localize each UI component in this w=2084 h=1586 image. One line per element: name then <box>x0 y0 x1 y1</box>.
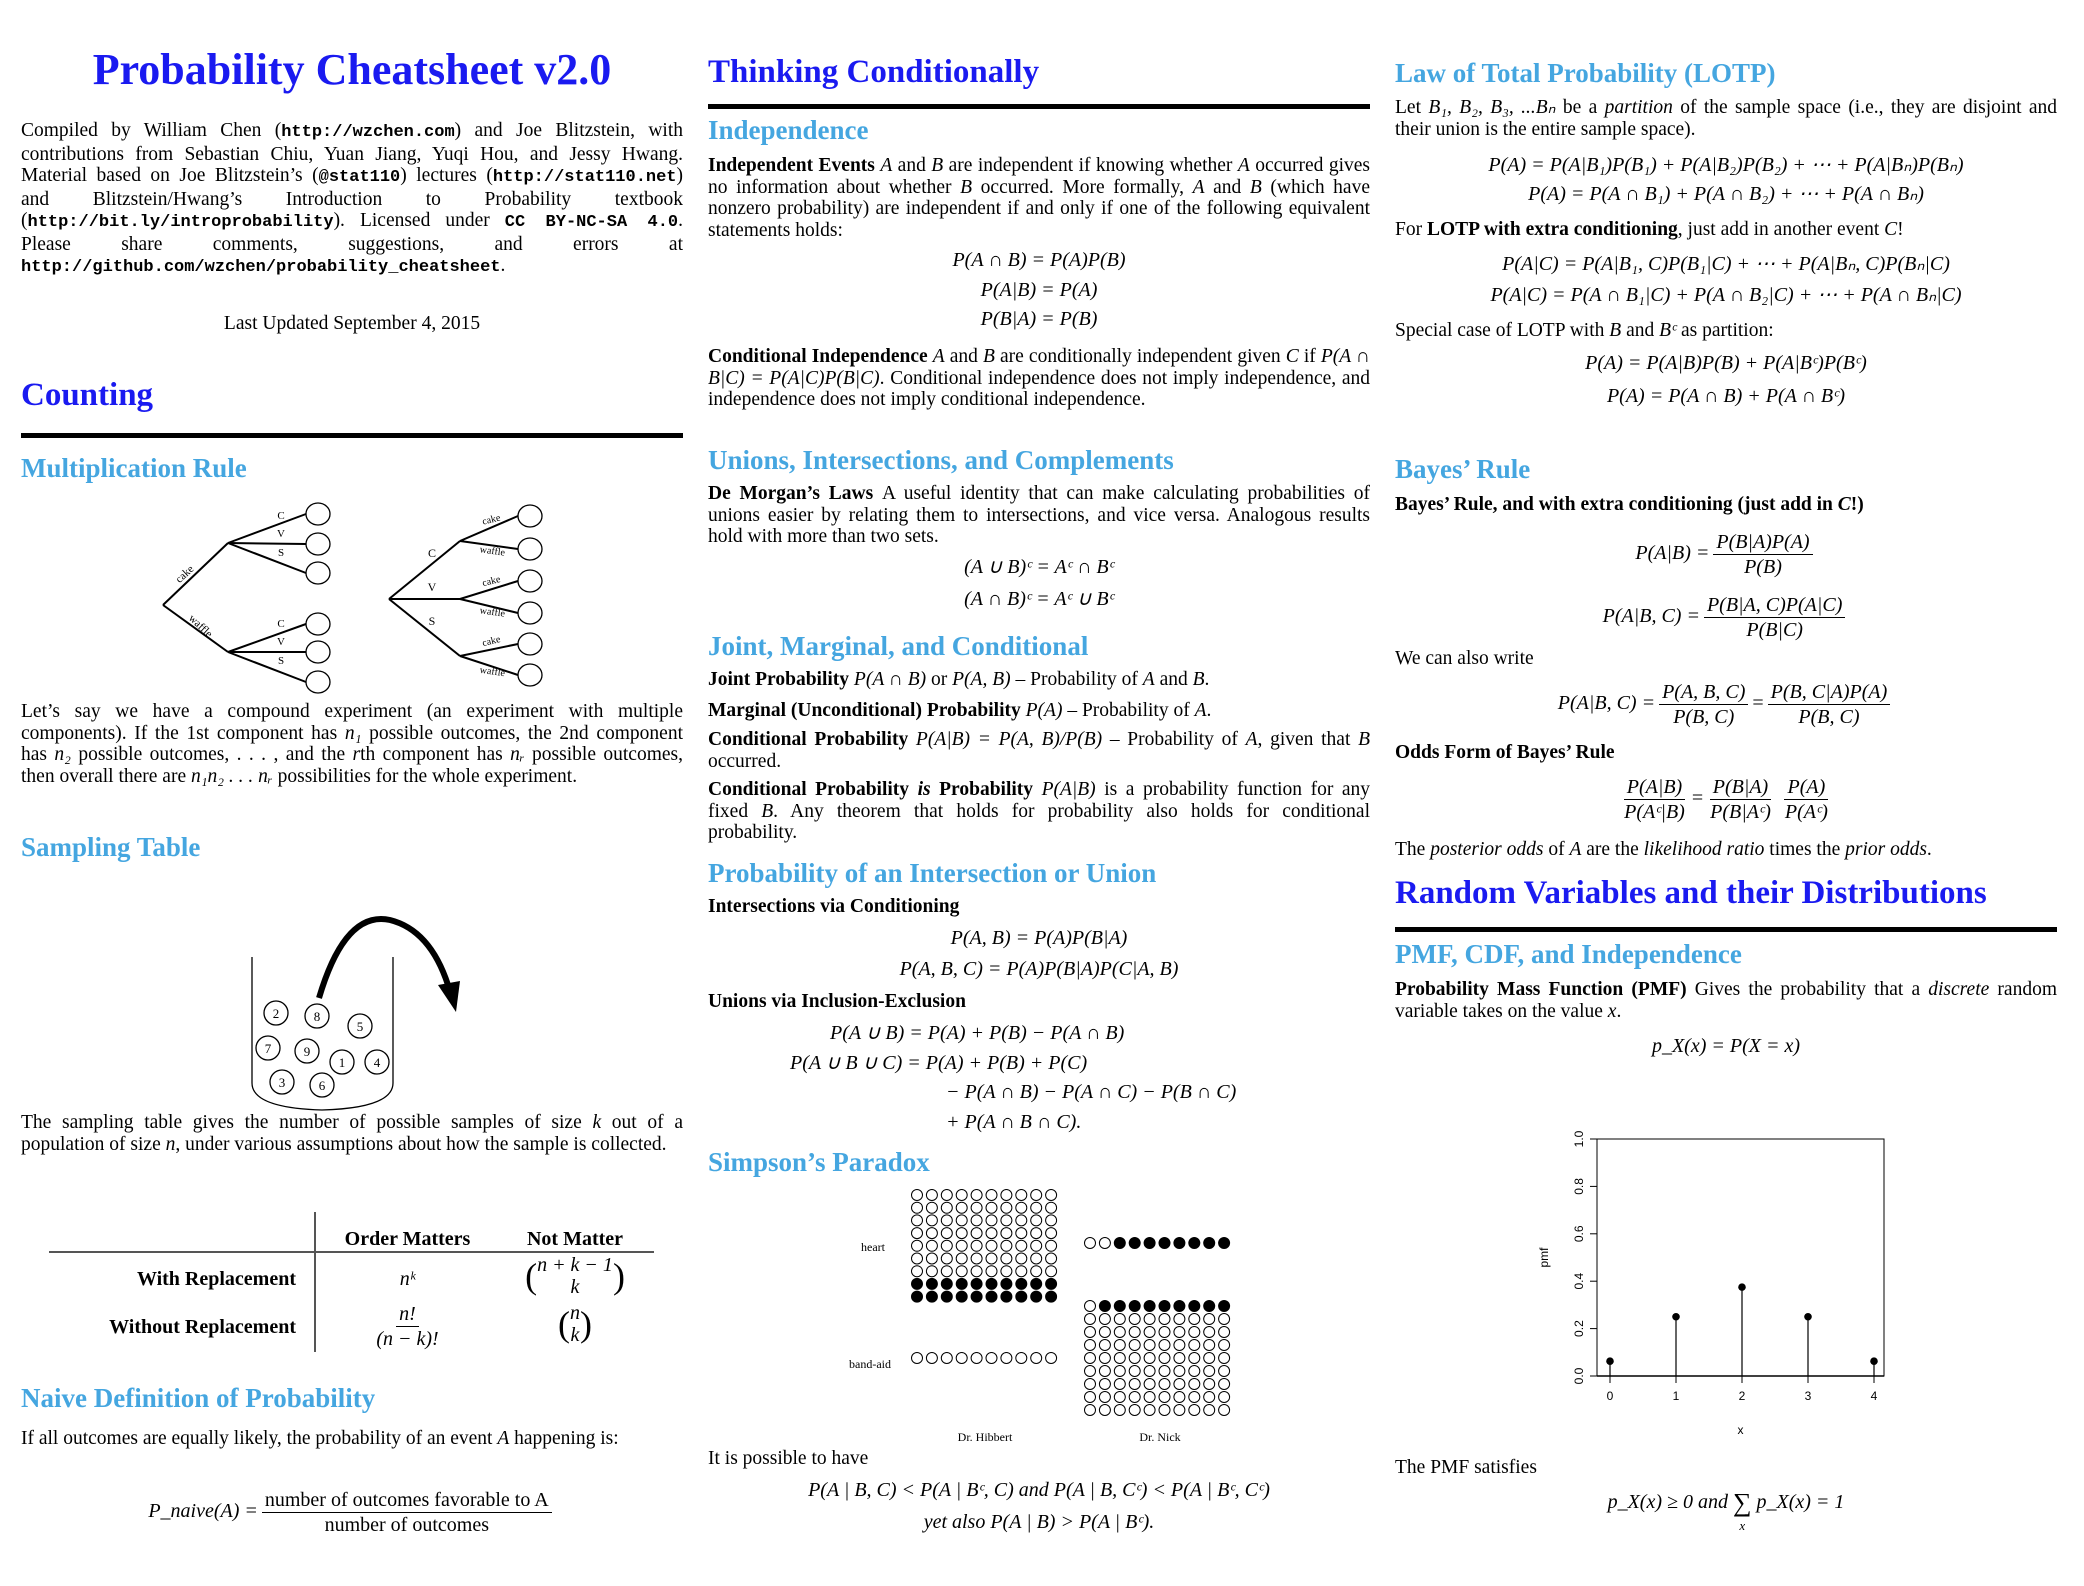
heading-lotp: Law of Total Probability (LOTP) <box>1395 58 1776 88</box>
eq-ie-2: P(A ∪ B ∪ C) = P(A) + P(B) + P(C) <box>790 1052 1088 1074</box>
text-run: Special case of LOTP with <box>1395 320 1610 341</box>
tree-label: S <box>277 655 285 667</box>
text-run: happening is: <box>509 1428 619 1449</box>
text-run: , given that <box>1257 729 1359 750</box>
text-run: For <box>1395 219 1427 240</box>
heading-sampling-table: Sampling Table <box>21 832 201 862</box>
x-tick-label: 2 <box>1738 1389 1746 1403</box>
y-axis-label: pmf <box>1537 1247 1551 1268</box>
eq-lotp-extra-2: P(A|C) = P(A ∩ B₁|C) + P(A ∩ B₂|C) + ⋯ + P(A ∩ Bₙ|C) <box>1490 284 1962 306</box>
code-text: http://stat110.net <box>492 168 677 187</box>
text-run: C <box>1837 494 1851 515</box>
math-text: A <box>1237 155 1250 176</box>
text-run: and <box>892 155 932 176</box>
eq-ie-1: P(A ∪ B) = P(A) + P(B) − P(A ∩ B) <box>830 1022 1125 1044</box>
eq-lotp-special-1: P(A) = P(A|B)P(B) + P(A|Bᶜ)P(Bᶜ) <box>1585 352 1867 374</box>
data-point <box>1606 1357 1614 1365</box>
math-text: nᵣ <box>510 744 525 765</box>
header-order-matters: Order Matters <box>344 1228 471 1250</box>
text-run: of <box>1543 839 1570 860</box>
section-random-variables: Random Variables and their Distributions <box>1395 875 1987 911</box>
math-text: n <box>165 1133 176 1155</box>
page-title: Probability Cheatsheet v2.0 <box>92 45 612 94</box>
intersections-label: Intersections via Conditioning <box>708 896 960 917</box>
math-text: C <box>1285 346 1299 367</box>
tree-label: cake <box>173 563 197 586</box>
tree-label: S <box>277 547 285 559</box>
text-run: ) and Blitzstein/Hwang’s Introduction to Probability textbook ( <box>21 165 684 231</box>
ball-number: 3 <box>278 1075 286 1090</box>
math-text: B <box>1609 320 1622 341</box>
row-label-heart: heart <box>861 1240 885 1254</box>
tree-label: waffle <box>479 605 506 620</box>
ball-number: 1 <box>338 1055 346 1070</box>
math-text: A <box>1245 729 1258 750</box>
math-text: A <box>1142 669 1155 690</box>
tree-label: C <box>277 618 285 630</box>
text-run: th component has <box>360 744 511 765</box>
tree-label: V <box>277 528 285 540</box>
math-text: A <box>1192 176 1205 198</box>
text-run: and <box>1621 320 1660 341</box>
text-run: random variable takes on the value <box>1395 979 2057 1022</box>
text-run: and <box>1204 176 1250 198</box>
text-run: . <box>1204 669 1210 690</box>
pmf-satisfies-text: The PMF satisfies <box>1395 1457 1537 1478</box>
text-run: Let’s say we have a compound experiment (an experiment with multiple components). If the 1st component has <box>21 701 683 744</box>
x-axis-label: x <box>1737 1423 1744 1437</box>
code-text: http://github.com/wzchen/probability_cheatsheet <box>21 258 501 277</box>
math-text: r <box>352 744 361 765</box>
math-text: A <box>932 346 945 367</box>
math-text: B <box>1192 669 1205 690</box>
code-text: http://bit.ly/introprobability <box>27 213 334 232</box>
simpson-eq-2: yet also P(A | B) > P(A | Bᶜ). <box>923 1511 1155 1533</box>
data-point <box>1738 1283 1746 1291</box>
math-text: B <box>983 346 995 367</box>
data-point <box>1870 1357 1878 1365</box>
text-run: occurred. <box>708 750 782 772</box>
tree-label: S <box>428 614 436 628</box>
math-text: n₁n₂ . . . nᵣ <box>191 765 273 787</box>
math-text: k <box>592 1112 602 1133</box>
text-run: Conditional Probability <box>708 779 918 800</box>
text-run: De Morgan’s Laws <box>708 483 882 504</box>
text-run: of the sample space (i.e., they are disjoint and their union is the entire sample space). <box>1395 97 2058 140</box>
text-run: likelihood ratio <box>1643 839 1765 860</box>
plot-frame <box>1597 1139 1884 1376</box>
eq-ie-3: − P(A ∩ B) − P(A ∩ C) − P(B ∩ C) <box>946 1081 1237 1103</box>
heading-simpsons-paradox: Simpson’s Paradox <box>708 1147 930 1177</box>
y-tick-label: 1.0 <box>1572 1130 1586 1148</box>
text-run: Let <box>1395 97 1429 118</box>
tree-label: V <box>277 636 285 648</box>
y-tick-label: 0.8 <box>1572 1178 1586 1195</box>
text-run: possibilities for the whole experiment. <box>272 765 578 787</box>
heading-pmf-cdf: PMF, CDF, and Independence <box>1395 939 1742 969</box>
code-text: CC BY-NC-SA 4.0 <box>504 213 679 232</box>
cell-falling-factorial: $\frac{n!}{(n - k)!}$ <box>376 1303 439 1350</box>
heading-odds-form: Odds Form of Bayes’ Rule <box>1395 742 1615 763</box>
text-run: Independent Events <box>708 155 881 176</box>
math-text: n₂ <box>54 744 71 765</box>
x-tick-label: 1 <box>1672 1389 1680 1403</box>
section-counting: Counting <box>21 377 154 413</box>
row-label-band-aid: band-aid <box>849 1357 891 1371</box>
eq-demorgan-1: (A ∪ B)ᶜ = Aᶜ ∩ Bᶜ <box>964 556 1114 578</box>
text-run: Joint Probability <box>708 669 854 690</box>
text-run: occurred gives no information about whether <box>708 155 1370 198</box>
y-tick-label: 0.6 <box>1572 1225 1586 1243</box>
text-run: Compiled by William Chen ( <box>21 120 282 141</box>
math-text: B₁, B₂, B₃, ...Bₙ <box>1428 97 1556 118</box>
cell-binom-multiset: (n + k − 1 k ) <box>525 1254 625 1298</box>
inclusion-exclusion-label: Unions via Inclusion-Exclusion <box>708 991 966 1012</box>
ball-number: 6 <box>318 1078 326 1093</box>
text-run: is a probability function for any fixed <box>708 779 1371 822</box>
text-run: possible outcomes, . . . , and the <box>70 744 353 765</box>
math-text: P(A ∩ B) <box>853 669 927 690</box>
doctor-label: Dr. Hibbert <box>957 1430 1013 1444</box>
ball-number: 2 <box>272 1006 280 1021</box>
math-text: B <box>761 800 774 822</box>
text-run: The sampling table gives the number of possible samples of size <box>21 1112 593 1133</box>
text-run: . Conditional independence does not imply independence, and independence does not imply conditional independence. <box>708 367 1370 410</box>
eq-ie-4: + P(A ∩ B ∩ C). <box>946 1111 1082 1133</box>
math-text: P(A|B) = P(A, B)/P(B) <box>915 729 1103 750</box>
eq-bayes-1: P(A|B) = $\frac{P(B|A)P(A)}{P(B)}$ <box>1395 530 2057 579</box>
text-run: partition <box>1604 97 1673 118</box>
text-run: occurred. More formally, <box>972 176 1193 198</box>
text-run: possible outcomes, the 2nd component has <box>21 722 684 765</box>
tree-label: waffle <box>479 544 506 559</box>
eq-intersection-1: P(A, B) = P(A)P(B|A) <box>950 927 1128 949</box>
text-run: is <box>917 779 931 800</box>
eq-bayes-2: P(A|B, C) = $\frac{P(B|A, C)P(A|C)}{P(B|C)}$ <box>1395 593 2057 642</box>
text-run: as partition: <box>1676 320 1774 341</box>
text-run: ) lectures ( <box>400 165 493 186</box>
text-run: . <box>1206 700 1212 721</box>
tree-label: C <box>277 510 285 522</box>
text-run: posterior odds <box>1430 839 1544 860</box>
tree-label: waffle <box>186 612 215 641</box>
eq-lotp-extra-1: P(A|C) = P(A|B₁, C)P(B₁|C) + ⋯ + P(A|Bₙ, C)P(Bₙ|C) <box>1502 253 1950 275</box>
data-point <box>1804 1313 1812 1321</box>
tree-label: C <box>427 546 437 560</box>
text-run: ). Licensed under <box>333 210 505 231</box>
eq-bayes-3: P(A|B, C) = $\frac{P(A, B, C)}{P(B, C)}$ = $\frac{P(B, C|A)P(A)}{P(B, C)}$ <box>1395 680 2057 729</box>
heading-multiplication-rule: Multiplication Rule <box>21 453 247 483</box>
heading-bayes-rule: Bayes’ Rule <box>1395 454 1531 484</box>
doctor-label: Dr. Nick <box>1139 1430 1181 1444</box>
text-run: , under various assumptions about how the sample is collected. <box>175 1133 667 1155</box>
cell-n-power-k: nᵏ <box>399 1268 416 1290</box>
tree-label: waffle <box>479 664 506 680</box>
math-text: B <box>1358 729 1370 750</box>
text-run: ! <box>1897 219 1904 240</box>
math-text: Bᶜ <box>1659 320 1677 341</box>
heading-intersection-union: Probability of an Intersection or Union <box>708 858 1157 888</box>
eq-independence-3: P(B|A) = P(B) <box>980 308 1098 330</box>
code-text: @stat110 <box>318 168 401 187</box>
eq-pmf-properties: p_X(x) ≥ 0 and ∑ x p_X(x) = 1 <box>1607 1488 1845 1533</box>
text-run: . <box>1616 1000 1622 1022</box>
text-run: . Please share comments, suggestions, and errors at <box>21 210 683 255</box>
text-run: The <box>1395 839 1431 860</box>
math-text: B <box>960 176 973 198</box>
last-updated: Last Updated September 4, 2015 <box>223 313 481 334</box>
row-without-replacement: Without Replacement <box>109 1316 296 1338</box>
header-not-matter: Not Matter <box>526 1228 624 1250</box>
math-text: A <box>1569 839 1582 860</box>
code-text: http://wzchen.com <box>281 123 455 142</box>
text-run: . <box>500 255 506 276</box>
simpson-text: It is possible to have <box>708 1448 869 1469</box>
text-run: A useful identity that can make calculating probabilities of unions easier by relating them to intersections, and vice versa. Analogous results hold with more than two sets. <box>708 483 1370 547</box>
math-text: C <box>1884 219 1898 240</box>
text-run: . <box>1926 839 1932 860</box>
text-run: – Probability of <box>1010 669 1143 690</box>
math-text: P(A ∩ B|C) = P(A|C)P(B|C) <box>708 346 1370 389</box>
text-run: , just add in another event <box>1677 219 1885 240</box>
naive-formula: P_naive(A) = $\frac{\text{number of outcomes favorable to A}}{\text{number of outcomes}}$ <box>21 1488 683 1537</box>
ball-number: 8 <box>313 1009 321 1024</box>
text-run: Probability <box>930 779 1042 800</box>
row-with-replacement: With Replacement <box>136 1268 296 1290</box>
ball-number: 5 <box>356 1019 364 1034</box>
text-run: !) <box>1850 494 1864 515</box>
section-thinking-conditionally: Thinking Conditionally <box>708 54 1040 90</box>
text-run: and <box>944 346 984 367</box>
text-run: – Probability of <box>1102 729 1246 750</box>
data-point <box>1672 1313 1680 1321</box>
text-run: be a <box>1555 97 1605 118</box>
math-text: A <box>1194 700 1207 721</box>
math-text: A <box>880 155 893 176</box>
ball-number: 9 <box>303 1044 311 1059</box>
eq-intersection-2: P(A, B, C) = P(A)P(B|A)P(C|A, B) <box>899 958 1179 980</box>
math-text: n₁ <box>344 722 362 744</box>
eq-lotp-special-2: P(A) = P(A ∩ B) + P(A ∩ Bᶜ) <box>1606 385 1846 407</box>
text-run: out of a population of size <box>21 1112 683 1155</box>
math-text: P(A|B) <box>1041 779 1096 800</box>
text-run: . Any theorem that holds for probability also holds for conditional probability. <box>708 800 1370 843</box>
ball-number: 4 <box>373 1055 381 1070</box>
text-run: If all outcomes are equally likely, the probability of an event <box>21 1428 498 1449</box>
y-tick-label: 0.2 <box>1572 1320 1586 1337</box>
math-text: P(A, B) <box>952 669 1011 690</box>
text-run: (which have nonzero probability) are independent if and only if one of the following equivalent statements holds: <box>708 176 1370 241</box>
math-text: x <box>1607 1000 1617 1022</box>
text-run: Gives the probability that a <box>1694 979 1929 1000</box>
text-run: Conditional Probability <box>708 729 916 750</box>
eq-independence-1: P(A ∩ B) = P(A)P(B) <box>952 249 1126 271</box>
heading-joint-marginal-conditional: Joint, Marginal, and Conditional <box>708 631 1089 661</box>
text-run: or <box>926 669 953 690</box>
math-text: B <box>1249 176 1262 198</box>
text-run: ) and Joe Blitzstein, with contributions from Sebastian Chiu, Yuan Jiang, Yuqi Hou, and Jessy Hwang. Material based on Joe Blitzstein’s ( <box>21 120 683 186</box>
heading-naive-definition: Naive Definition of Probability <box>21 1383 376 1413</box>
simpson-eq-1: P(A | B, C) < P(A | Bᶜ, C) and P(A | B, Cᶜ) < P(A | Bᶜ, Cᶜ) <box>808 1479 1270 1501</box>
eq-independence-2: P(A|B) = P(A) <box>980 279 1098 301</box>
y-tick-label: 0.0 <box>1572 1367 1586 1385</box>
text-run: – Probability of <box>1062 700 1195 721</box>
text-run: Bayes’ Rule, and with extra conditioning (just add in <box>1395 494 1838 515</box>
text-run: are the <box>1581 839 1644 860</box>
text-run: and <box>1154 669 1193 690</box>
math-text: A <box>497 1428 510 1449</box>
eq-demorgan-2: (A ∩ B)ᶜ = Aᶜ ∪ Bᶜ <box>964 588 1114 610</box>
y-tick-label: 0.4 <box>1572 1272 1586 1290</box>
text-run: possible outcomes, then overall there are <box>21 744 683 787</box>
heading-independence: Independence <box>708 115 869 145</box>
ball-number: 7 <box>264 1041 272 1056</box>
math-text: P(A) <box>1025 700 1063 721</box>
x-tick-label: 3 <box>1804 1389 1812 1403</box>
text-run: LOTP with extra conditioning <box>1426 219 1678 240</box>
text-run: Probability Mass Function (PMF) <box>1395 979 1695 1000</box>
text-run: times the <box>1764 839 1846 860</box>
tree-label: V <box>427 580 437 594</box>
heading-unions-intersections: Unions, Intersections, and Complements <box>708 445 1174 475</box>
text-run: Conditional Independence <box>708 346 933 367</box>
also-write-text: We can also write <box>1395 648 1534 669</box>
text-run: if <box>1298 346 1321 367</box>
cell-binom: (n k) <box>558 1302 592 1346</box>
tree-label: cake <box>481 512 502 528</box>
text-run: discrete <box>1928 979 1990 1000</box>
text-run: are conditionally independent given <box>994 346 1286 367</box>
text-run: prior odds <box>1845 839 1927 860</box>
eq-odds-form: $\frac{P(A|B)}{\text{P(Aᶜ|B)}}$ = $\frac{P(B|A)}{\text{P(B|Aᶜ)}}$ $\frac{P(A)}{\text{P(Aᶜ)}}$ <box>1624 776 1828 823</box>
tree-label: cake <box>481 634 502 650</box>
x-tick-label: 0 <box>1606 1389 1614 1403</box>
math-text: B <box>931 155 944 176</box>
text-run: Marginal (Unconditional) Probability <box>708 700 1026 721</box>
eq-lotp-2: P(A) = P(A ∩ B₁) + P(A ∩ B₂) + ⋯ + P(A ∩ Bₙ) <box>1528 183 1924 205</box>
eq-lotp-1: P(A) = P(A|B₁)P(B₁) + P(A|B₂)P(B₂) + ⋯ + P(A|Bₙ)P(Bₙ) <box>1488 154 1964 176</box>
tree-label: cake <box>481 574 502 590</box>
eq-pmf: p_X(x) = P(X = x) <box>1651 1035 1801 1057</box>
text-run: are independent if knowing whether <box>943 155 1238 176</box>
x-tick-label: 4 <box>1870 1389 1878 1403</box>
